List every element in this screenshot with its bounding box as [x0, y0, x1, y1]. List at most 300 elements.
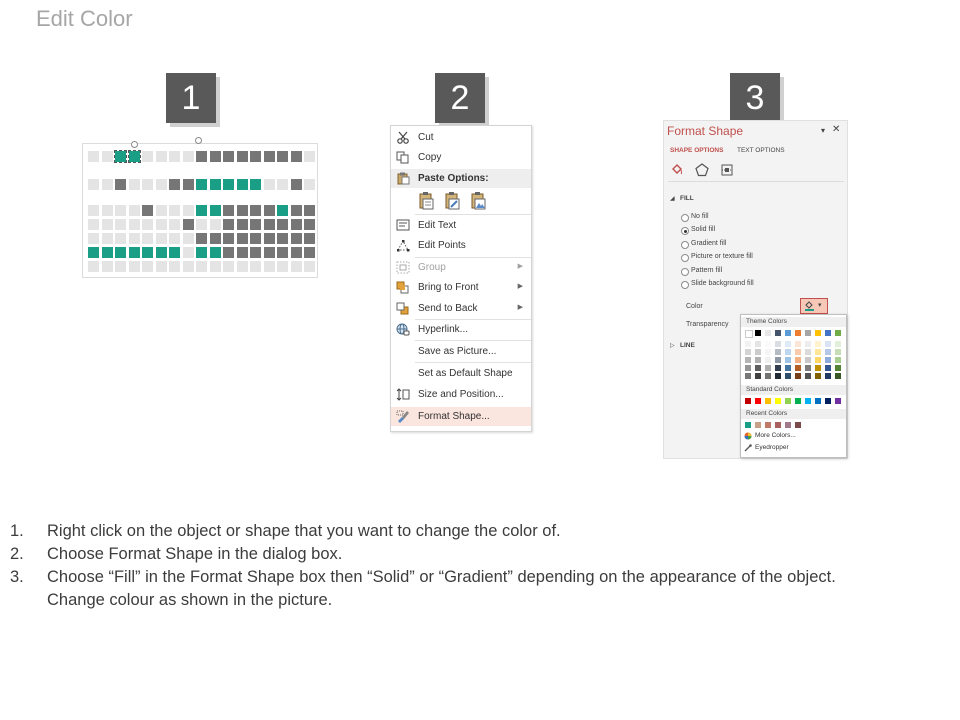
theme-color-swatch[interactable]	[835, 330, 841, 336]
grid-cell[interactable]	[250, 247, 261, 258]
menu-item-bring-to-front-label: Bring to Front	[418, 282, 479, 293]
theme-color-shade-swatch[interactable]	[805, 341, 811, 347]
theme-color-shade-swatch[interactable]	[825, 341, 831, 347]
grid-cell[interactable]	[304, 233, 315, 244]
paste-options-label: Paste Options:	[418, 173, 489, 184]
theme-color-shade-swatch[interactable]	[815, 365, 821, 371]
grid-cell[interactable]	[196, 233, 207, 244]
send-to-back-icon	[396, 302, 410, 315]
grid-cell[interactable]	[156, 219, 167, 230]
theme-color-shade-swatch[interactable]	[795, 357, 801, 363]
grid-cell[interactable]	[129, 151, 140, 162]
theme-color-shade-swatch[interactable]	[775, 357, 781, 363]
edit-points-icon	[396, 239, 410, 252]
grid-cell[interactable]	[223, 219, 234, 230]
paste-destination-theme-icon[interactable]	[444, 191, 461, 210]
instructions-list	[10, 520, 950, 612]
clipboard-icon	[396, 172, 410, 185]
standard-color-swatch[interactable]	[785, 398, 791, 404]
grid-cell[interactable]	[196, 219, 207, 230]
theme-color-swatch[interactable]	[745, 330, 753, 338]
theme-color-shade-swatch[interactable]	[805, 349, 811, 355]
grid-cell[interactable]	[88, 151, 99, 162]
grid-cell[interactable]	[183, 247, 194, 258]
color-picker-button[interactable]	[800, 298, 828, 314]
selection-handle[interactable]	[131, 141, 138, 148]
grid-cell[interactable]	[183, 151, 194, 162]
standard-color-swatch[interactable]	[775, 398, 781, 404]
shape-grid[interactable]	[88, 151, 313, 273]
grid-cell[interactable]	[250, 205, 261, 216]
instruction-item	[10, 566, 950, 589]
theme-color-shade-swatch[interactable]	[815, 357, 821, 363]
grid-cell[interactable]	[169, 219, 180, 230]
radio-pattern-fill[interactable]	[681, 268, 689, 276]
grid-cell[interactable]	[129, 233, 140, 244]
menu-item-set-default-shape[interactable]	[391, 364, 531, 383]
grid-cell[interactable]	[102, 151, 113, 162]
theme-color-swatch[interactable]	[815, 330, 821, 336]
grid-cell[interactable]	[142, 179, 153, 190]
grid-cell[interactable]	[264, 247, 275, 258]
grid-cell[interactable]	[223, 247, 234, 258]
standard-color-swatch[interactable]	[765, 398, 771, 404]
theme-color-shade-swatch[interactable]	[765, 357, 771, 363]
grid-cell[interactable]	[304, 247, 315, 258]
grid-cell[interactable]	[250, 233, 261, 244]
grid-cell[interactable]	[277, 247, 288, 258]
theme-color-shade-swatch[interactable]	[795, 349, 801, 355]
grid-cell[interactable]	[277, 179, 288, 190]
menu-item-copy[interactable]	[391, 148, 531, 167]
menu-item-save-as-picture[interactable]	[391, 342, 531, 361]
color-wheel-icon	[744, 432, 752, 440]
grid-cell[interactable]	[183, 205, 194, 216]
step-badge-3: 3	[730, 73, 780, 123]
grid-cell[interactable]	[237, 151, 248, 162]
grid-cell[interactable]	[250, 151, 261, 162]
grid-cell[interactable]	[264, 261, 275, 272]
menu-item-set-default-shape-label: Set as Default Shape	[418, 368, 513, 379]
grid-cell[interactable]	[277, 233, 288, 244]
menu-item-save-as-picture-label: Save as Picture...	[418, 346, 497, 357]
grid-cell[interactable]	[223, 261, 234, 272]
theme-color-shade-swatch[interactable]	[795, 341, 801, 347]
grid-cell[interactable]	[277, 151, 288, 162]
paint-bucket-icon	[804, 301, 815, 311]
line-section-caret-icon[interactable]: ▷	[670, 343, 675, 349]
theme-color-swatch[interactable]	[825, 330, 831, 336]
grid-cell[interactable]	[169, 179, 180, 190]
theme-color-shade-swatch[interactable]	[775, 365, 781, 371]
eyedropper-label: Eyedropper	[755, 444, 789, 451]
grid-cell[interactable]	[196, 261, 207, 272]
theme-color-shade-swatch[interactable]	[785, 349, 791, 355]
grid-cell[interactable]	[169, 233, 180, 244]
grid-cell[interactable]	[88, 205, 99, 216]
paste-keep-formatting-icon[interactable]	[418, 191, 435, 210]
grid-cell[interactable]	[277, 261, 288, 272]
theme-color-shade-swatch[interactable]	[815, 341, 821, 347]
grid-cell[interactable]	[169, 261, 180, 272]
menu-item-group-label: Group	[418, 262, 446, 273]
theme-color-shade-swatch[interactable]	[835, 357, 841, 363]
pane-options-chevron-icon[interactable]: ▾	[821, 126, 826, 135]
menu-item-edit-points-label: Edit Points	[418, 240, 466, 251]
grid-cell[interactable]	[223, 205, 234, 216]
globe-link-icon	[396, 323, 410, 336]
recent-color-swatch[interactable]	[795, 422, 801, 428]
standard-color-swatch[interactable]	[745, 398, 751, 404]
tab-shape-options[interactable]: SHAPE OPTIONS	[670, 147, 724, 154]
grid-cell[interactable]	[264, 151, 275, 162]
submenu-arrow-icon: ▶	[517, 283, 523, 290]
recent-color-swatch[interactable]	[765, 422, 771, 428]
grid-cell[interactable]	[196, 205, 207, 216]
theme-color-shade-swatch[interactable]	[835, 341, 841, 347]
radio-gradient-fill[interactable]	[681, 241, 689, 249]
grid-cell[interactable]	[237, 247, 248, 258]
grid-cell[interactable]	[156, 179, 167, 190]
picture-texture-fill-label: Picture or texture fill	[691, 253, 753, 260]
radio-no-fill[interactable]	[681, 214, 689, 222]
theme-color-shade-swatch[interactable]	[835, 365, 841, 371]
menu-item-format-shape[interactable]	[391, 407, 531, 426]
recent-color-swatch[interactable]	[785, 422, 791, 428]
grid-cell[interactable]	[291, 247, 302, 258]
grid-cell[interactable]	[196, 247, 207, 258]
grid-cell[interactable]	[169, 205, 180, 216]
standard-color-swatch[interactable]	[805, 398, 811, 404]
instruction-number: 3.	[10, 568, 24, 586]
recent-color-swatch[interactable]	[745, 422, 751, 428]
grid-cell[interactable]	[183, 179, 194, 190]
text-box-icon	[396, 219, 410, 232]
grid-cell[interactable]	[169, 247, 180, 258]
grid-cell[interactable]	[237, 219, 248, 230]
menu-item-cut-label: Cut	[418, 132, 434, 143]
fill-section-caret-icon[interactable]: ◢	[670, 196, 675, 202]
instruction-text: Choose Format Shape in the dialog box.	[47, 545, 343, 563]
grid-cell[interactable]	[88, 247, 99, 258]
grid-cell[interactable]	[156, 261, 167, 272]
grid-cell[interactable]	[210, 219, 221, 230]
color-palette-dropdown	[740, 314, 847, 458]
grid-cell[interactable]	[237, 261, 248, 272]
shape-grid-panel[interactable]	[82, 143, 318, 278]
eyedropper-item[interactable]	[741, 443, 846, 454]
gradient-fill-label: Gradient fill	[691, 240, 727, 247]
menu-item-send-to-back[interactable]	[391, 299, 531, 318]
grid-cell[interactable]	[223, 233, 234, 244]
theme-color-swatch[interactable]	[795, 330, 801, 336]
theme-color-shade-swatch[interactable]	[805, 373, 811, 379]
tab-text-options[interactable]: TEXT OPTIONS	[737, 147, 785, 154]
grid-cell[interactable]	[277, 219, 288, 230]
grid-cell[interactable]	[183, 219, 194, 230]
grid-cell[interactable]	[102, 233, 113, 244]
theme-color-shade-swatch[interactable]	[825, 365, 831, 371]
grid-cell[interactable]	[129, 219, 140, 230]
theme-colors-header	[741, 317, 846, 327]
standard-color-swatch[interactable]	[755, 398, 761, 404]
theme-color-shade-swatch[interactable]	[765, 341, 771, 347]
menu-item-copy-label: Copy	[418, 152, 442, 163]
grid-cell[interactable]	[115, 219, 126, 230]
standard-color-swatch[interactable]	[835, 398, 841, 404]
grid-cell[interactable]	[142, 261, 153, 272]
standard-colors-header	[741, 385, 846, 395]
theme-color-shade-swatch[interactable]	[815, 349, 821, 355]
menu-item-send-to-back-label: Send to Back	[418, 303, 478, 314]
grid-cell[interactable]	[183, 233, 194, 244]
radio-picture-texture-fill[interactable]	[681, 254, 689, 262]
size-properties-icon[interactable]	[720, 163, 734, 177]
fill-line-icon[interactable]	[670, 163, 684, 177]
format-shape-icon	[396, 410, 410, 423]
grid-cell[interactable]	[129, 205, 140, 216]
grid-cell[interactable]	[210, 261, 221, 272]
instruction-item	[10, 520, 950, 543]
step-badge-1: 1	[166, 73, 216, 123]
grid-cell[interactable]	[223, 179, 234, 190]
grid-cell[interactable]	[142, 247, 153, 258]
grid-cell[interactable]	[115, 233, 126, 244]
recent-color-swatch[interactable]	[775, 422, 781, 428]
recent-color-swatch[interactable]	[755, 422, 761, 428]
grid-cell[interactable]	[250, 261, 261, 272]
paste-picture-icon[interactable]	[470, 191, 487, 210]
grid-cell[interactable]	[291, 261, 302, 272]
grid-cell[interactable]	[210, 179, 221, 190]
grid-cell[interactable]	[264, 219, 275, 230]
grid-cell[interactable]	[210, 233, 221, 244]
grid-cell[interactable]	[88, 179, 99, 190]
menu-item-hyperlink-label: Hyperlink...	[418, 324, 469, 335]
grid-cell[interactable]	[250, 219, 261, 230]
theme-color-shade-swatch[interactable]	[835, 349, 841, 355]
grid-cell[interactable]	[156, 151, 167, 162]
submenu-arrow-icon: ▶	[517, 263, 523, 270]
theme-color-shade-swatch[interactable]	[785, 357, 791, 363]
theme-color-shade-swatch[interactable]	[775, 373, 781, 379]
grid-cell[interactable]	[304, 205, 315, 216]
group-icon	[396, 261, 410, 274]
copy-icon	[396, 151, 410, 164]
theme-color-shade-swatch[interactable]	[755, 357, 761, 363]
grid-cell[interactable]	[102, 219, 113, 230]
grid-cell[interactable]	[210, 205, 221, 216]
grid-cell[interactable]	[88, 261, 99, 272]
theme-color-shade-swatch[interactable]	[765, 373, 771, 379]
theme-color-shade-swatch[interactable]	[805, 365, 811, 371]
grid-cell[interactable]	[196, 179, 207, 190]
grid-cell[interactable]	[156, 247, 167, 258]
theme-color-swatch[interactable]	[765, 330, 771, 336]
grid-cell[interactable]	[277, 205, 288, 216]
theme-color-shade-swatch[interactable]	[825, 373, 831, 379]
theme-color-shade-swatch[interactable]	[825, 349, 831, 355]
color-label: Color	[686, 303, 703, 310]
theme-color-shade-swatch[interactable]	[775, 341, 781, 347]
grid-cell[interactable]	[102, 179, 113, 190]
menu-item-edit-text-label: Edit Text	[418, 220, 457, 231]
size-position-icon	[396, 388, 410, 401]
standard-colors-label: Standard Colors	[746, 386, 793, 393]
grid-cell[interactable]	[237, 205, 248, 216]
menu-item-edit-points[interactable]	[391, 236, 531, 255]
eyedropper-icon	[744, 444, 752, 452]
no-fill-label: No fill	[691, 213, 709, 220]
grid-cell[interactable]	[115, 151, 126, 162]
theme-colors-label: Theme Colors	[746, 318, 787, 325]
theme-color-shade-swatch[interactable]	[795, 373, 801, 379]
radio-slide-background-fill[interactable]	[681, 281, 689, 289]
recent-colors-header	[741, 409, 846, 419]
more-colors-item[interactable]	[741, 431, 846, 442]
pane-title: Format Shape	[667, 124, 744, 138]
grid-cell[interactable]	[115, 261, 126, 272]
menu-item-cut[interactable]	[391, 128, 531, 147]
grid-cell[interactable]	[210, 151, 221, 162]
theme-color-shade-swatch[interactable]	[775, 349, 781, 355]
menu-item-hyperlink[interactable]	[391, 320, 531, 339]
grid-cell[interactable]	[291, 219, 302, 230]
grid-cell[interactable]	[102, 261, 113, 272]
theme-color-shade-swatch[interactable]	[795, 365, 801, 371]
grid-cell[interactable]	[129, 261, 140, 272]
menu-item-bring-to-front[interactable]	[391, 278, 531, 297]
theme-color-shade-swatch[interactable]	[745, 341, 751, 347]
grid-cell[interactable]	[264, 205, 275, 216]
instruction-number: 1.	[10, 522, 24, 540]
theme-color-swatch[interactable]	[805, 330, 811, 336]
standard-color-swatch[interactable]	[825, 398, 831, 404]
theme-color-shade-swatch[interactable]	[765, 349, 771, 355]
grid-cell[interactable]	[129, 247, 140, 258]
grid-cell[interactable]	[88, 219, 99, 230]
effects-pentagon-icon[interactable]	[695, 163, 709, 177]
context-menu	[390, 125, 532, 432]
grid-cell[interactable]	[129, 179, 140, 190]
grid-cell[interactable]	[264, 233, 275, 244]
menu-item-edit-text[interactable]	[391, 216, 531, 235]
grid-cell[interactable]	[156, 205, 167, 216]
grid-cell[interactable]	[88, 233, 99, 244]
theme-color-shade-swatch[interactable]	[825, 357, 831, 363]
transparency-label: Transparency	[686, 321, 729, 328]
grid-cell[interactable]	[237, 233, 248, 244]
menu-item-group[interactable]	[391, 258, 531, 277]
theme-color-shade-swatch[interactable]	[785, 341, 791, 347]
grid-cell[interactable]	[156, 233, 167, 244]
standard-color-swatch[interactable]	[795, 398, 801, 404]
grid-cell[interactable]	[291, 179, 302, 190]
theme-color-shade-swatch[interactable]	[755, 365, 761, 371]
menu-item-size-and-position[interactable]	[391, 385, 531, 404]
theme-color-shade-swatch[interactable]	[765, 365, 771, 371]
theme-color-shade-swatch[interactable]	[755, 341, 761, 347]
grid-cell[interactable]	[304, 219, 315, 230]
theme-color-swatch[interactable]	[775, 330, 781, 336]
standard-color-swatch[interactable]	[815, 398, 821, 404]
grid-cell[interactable]	[142, 233, 153, 244]
grid-cell[interactable]	[291, 233, 302, 244]
theme-color-shade-swatch[interactable]	[745, 365, 751, 371]
grid-cell[interactable]	[102, 205, 113, 216]
slide-background-fill-label: Slide background fill	[691, 280, 754, 287]
scissors-icon	[396, 131, 410, 144]
slide-title: Edit Color	[36, 6, 133, 31]
close-icon[interactable]: ✕	[832, 124, 841, 135]
more-colors-label: More Colors...	[755, 432, 796, 439]
theme-color-shade-swatch[interactable]	[755, 373, 761, 379]
instruction-number: 2.	[10, 545, 24, 563]
theme-color-shade-swatch[interactable]	[745, 357, 751, 363]
radio-solid-fill[interactable]	[681, 227, 689, 235]
grid-cell[interactable]	[264, 179, 275, 190]
menu-section-paste-options	[391, 169, 531, 188]
theme-color-swatch[interactable]	[785, 330, 791, 336]
bring-to-front-icon	[396, 281, 410, 294]
solid-fill-label: Solid fill	[691, 226, 716, 233]
instruction-continuation: Change colour as shown in the picture.	[47, 591, 333, 609]
pattern-fill-label: Pattern fill	[691, 267, 723, 274]
grid-cell[interactable]	[115, 247, 126, 258]
grid-cell[interactable]	[304, 261, 315, 272]
line-section-header[interactable]: LINE	[680, 342, 695, 349]
theme-color-shade-swatch[interactable]	[785, 365, 791, 371]
step-badge-2: 2	[435, 73, 485, 123]
grid-cell[interactable]	[250, 179, 261, 190]
grid-cell[interactable]	[291, 151, 302, 162]
fill-section-header[interactable]: FILL	[680, 195, 694, 202]
grid-cell[interactable]	[115, 205, 126, 216]
menu-item-size-and-position-label: Size and Position...	[418, 389, 504, 400]
theme-color-shade-swatch[interactable]	[745, 349, 751, 355]
instruction-text: Right click on the object or shape that you want to change the color of.	[47, 522, 561, 540]
grid-cell[interactable]	[210, 247, 221, 258]
grid-cell[interactable]	[102, 247, 113, 258]
grid-cell[interactable]	[142, 151, 153, 162]
grid-cell[interactable]	[291, 205, 302, 216]
grid-cell[interactable]	[237, 179, 248, 190]
theme-color-shade-swatch[interactable]	[805, 357, 811, 363]
submenu-arrow-icon: ▶	[517, 304, 523, 311]
grid-cell[interactable]	[183, 261, 194, 272]
grid-cell[interactable]	[223, 151, 234, 162]
instruction-text: Choose “Fill” in the Format Shape box then “Solid” or “Gradient” depending on the appearance of the object.	[47, 568, 836, 586]
grid-cell[interactable]	[169, 151, 180, 162]
grid-cell[interactable]	[196, 151, 207, 162]
grid-cell[interactable]	[142, 205, 153, 216]
theme-color-shade-swatch[interactable]	[835, 373, 841, 379]
menu-item-format-shape-label: Format Shape...	[418, 411, 490, 422]
grid-cell[interactable]	[304, 179, 315, 190]
theme-color-shade-swatch[interactable]	[755, 349, 761, 355]
theme-color-shade-swatch[interactable]	[785, 373, 791, 379]
rotation-handle[interactable]	[195, 137, 202, 144]
theme-color-shade-swatch[interactable]	[745, 373, 751, 379]
grid-cell[interactable]	[115, 179, 126, 190]
grid-cell[interactable]	[304, 151, 315, 162]
instruction-item	[10, 543, 950, 566]
theme-color-swatch[interactable]	[755, 330, 761, 336]
recent-colors-label: Recent Colors	[746, 410, 788, 417]
grid-cell[interactable]	[142, 219, 153, 230]
dropdown-arrow-icon: ▾	[818, 302, 822, 309]
theme-color-shade-swatch[interactable]	[815, 373, 821, 379]
